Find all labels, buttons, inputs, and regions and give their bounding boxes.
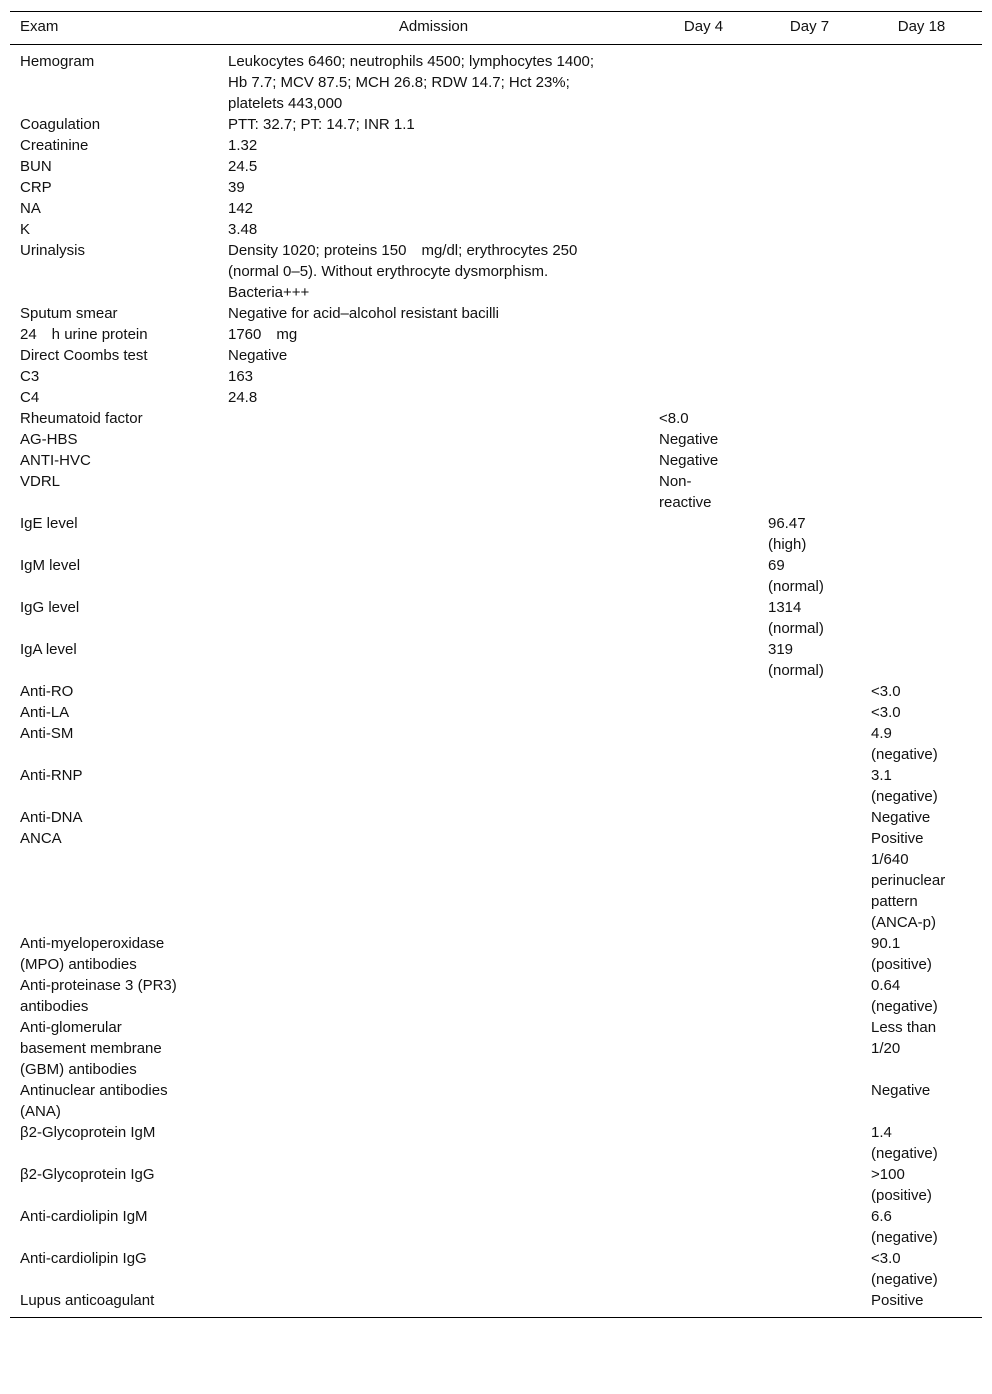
cell-day7 <box>758 303 861 324</box>
cell-day7 <box>758 975 861 1017</box>
cell-day7 <box>758 408 861 429</box>
table-row <box>10 555 982 597</box>
table-row <box>10 345 982 366</box>
cell-exam: CRP <box>20 179 52 196</box>
cell-exam: Anti-cardiolipin IgM <box>20 1208 148 1225</box>
cell-exam: Anti-LA <box>20 704 70 721</box>
cell-exam: IgG level <box>20 599 80 616</box>
cell-day18: 6.6 (negative) <box>871 1208 938 1246</box>
cell-day7 <box>758 387 861 408</box>
cell-day18 <box>861 471 982 513</box>
table-row <box>10 1164 982 1206</box>
cell-day18: Negative <box>871 809 931 826</box>
cell-day18 <box>861 513 982 555</box>
cell-exam: 24 h urine protein <box>20 326 148 343</box>
table-row <box>10 450 982 471</box>
table-row <box>10 198 982 219</box>
cell-day4 <box>649 135 758 156</box>
cell-day18 <box>861 219 982 240</box>
cell-day18: 3.1 (negative) <box>871 767 938 805</box>
cell-day4 <box>649 303 758 324</box>
cell-exam: Coagulation <box>20 116 101 133</box>
cell-day4 <box>649 513 758 555</box>
cell-day7 <box>758 135 861 156</box>
cell-admission: 1760 mg <box>228 326 298 343</box>
cell-exam: ANCA <box>20 830 62 847</box>
cell-day18: <3.0 <box>871 683 901 700</box>
cell-exam: C3 <box>20 368 40 385</box>
cell-day18 <box>861 366 982 387</box>
cell-day7: 69 (normal) <box>768 557 824 595</box>
cell-admission <box>218 408 649 429</box>
lab-results-table-container <box>10 11 982 1318</box>
cell-admission <box>218 471 649 513</box>
cell-day18 <box>861 450 982 471</box>
cell-admission: 24.8 <box>228 389 258 406</box>
cell-admission <box>218 975 649 1017</box>
cell-day18: <3.0 <box>871 704 901 721</box>
cell-day7 <box>758 450 861 471</box>
cell-exam: C4 <box>20 389 40 406</box>
cell-admission: 3.48 <box>228 221 258 238</box>
cell-admission: 24.5 <box>228 158 258 175</box>
cell-admission: 142 <box>228 200 254 217</box>
cell-admission <box>218 828 649 933</box>
cell-day18 <box>861 429 982 450</box>
cell-admission: Negative for acid–alcohol resistant bacilli <box>228 305 499 322</box>
cell-day18 <box>861 639 982 681</box>
cell-day4 <box>649 597 758 639</box>
cell-exam: AG-HBS <box>20 431 78 448</box>
cell-admission: 163 <box>228 368 254 385</box>
cell-day4 <box>649 807 758 828</box>
table-row <box>10 597 982 639</box>
cell-day4 <box>649 177 758 198</box>
table-row <box>10 387 982 408</box>
cell-admission <box>218 450 649 471</box>
cell-day4 <box>649 219 758 240</box>
table-row <box>10 324 982 345</box>
cell-day18 <box>861 387 982 408</box>
table-row <box>10 1017 982 1080</box>
cell-exam: Sputum smear <box>20 305 118 322</box>
cell-exam: Anti-proteinase 3 (PR3) antibodies <box>20 977 177 1015</box>
cell-day7 <box>758 933 861 975</box>
table-row <box>10 240 982 303</box>
cell-day4 <box>649 1248 758 1290</box>
cell-admission <box>218 1290 649 1318</box>
cell-day7 <box>758 198 861 219</box>
header-exam: Exam <box>20 18 59 35</box>
table-body <box>10 45 982 1318</box>
cell-exam: Anti-RO <box>20 683 74 700</box>
table-row <box>10 366 982 387</box>
cell-day18 <box>861 345 982 366</box>
cell-day4 <box>649 933 758 975</box>
cell-exam: IgM level <box>20 557 81 574</box>
cell-admission: 1.32 <box>228 137 258 154</box>
cell-day4 <box>649 1080 758 1122</box>
cell-day4 <box>649 366 758 387</box>
cell-day4 <box>649 156 758 177</box>
table-row <box>10 1206 982 1248</box>
cell-day4 <box>649 828 758 933</box>
table-row <box>10 177 982 198</box>
cell-day4 <box>649 198 758 219</box>
cell-day7 <box>758 807 861 828</box>
cell-admission <box>218 1164 649 1206</box>
cell-day4: Non- reactive <box>659 473 712 511</box>
table-row <box>10 219 982 240</box>
header-day4: Day 4 <box>683 18 724 35</box>
cell-exam: BUN <box>20 158 52 175</box>
cell-day4 <box>649 324 758 345</box>
cell-day4: <8.0 <box>659 410 689 427</box>
table-row <box>10 471 982 513</box>
cell-day18: Positive 1/640 perinuclear pattern (ANCA-p) <box>871 830 946 931</box>
cell-day18: <3.0 (negative) <box>871 1250 938 1288</box>
cell-day4 <box>649 702 758 723</box>
cell-day7 <box>758 366 861 387</box>
cell-day4 <box>649 345 758 366</box>
cell-day18: 0.64 (negative) <box>871 977 938 1015</box>
header-admission: Admission <box>398 18 469 35</box>
cell-exam: β2-Glycoprotein IgM <box>20 1124 156 1141</box>
cell-day7 <box>758 723 861 765</box>
cell-day7 <box>758 156 861 177</box>
cell-day7: 96.47 (high) <box>768 515 807 553</box>
cell-day18 <box>861 177 982 198</box>
cell-day7 <box>758 114 861 135</box>
cell-day7 <box>758 177 861 198</box>
cell-day18: Less than 1/20 <box>871 1019 937 1057</box>
cell-day18 <box>861 240 982 303</box>
cell-day4 <box>649 975 758 1017</box>
table-row <box>10 429 982 450</box>
cell-day4 <box>649 1122 758 1164</box>
cell-exam: IgE level <box>20 515 78 532</box>
cell-admission: Negative <box>228 347 288 364</box>
table-row <box>10 1122 982 1164</box>
lab-results-table <box>10 11 982 1318</box>
cell-day7 <box>758 1080 861 1122</box>
cell-day4: Negative <box>659 452 719 469</box>
cell-exam: VDRL <box>20 473 61 490</box>
cell-admission: Leukocytes 6460; neutrophils 4500; lymphocytes 1400; Hb 7.7; MCV 87.5; MCH 26.8; RDW 14.7; Hct 23%; platelets 443,000 <box>228 53 595 112</box>
cell-admission <box>218 639 649 681</box>
cell-day7 <box>758 1017 861 1080</box>
cell-admission <box>218 555 649 597</box>
header-day7: Day 7 <box>789 18 830 35</box>
table-row <box>10 975 982 1017</box>
table-row <box>10 1248 982 1290</box>
cell-admission <box>218 681 649 702</box>
table-row <box>10 807 982 828</box>
cell-day4 <box>649 45 758 115</box>
cell-admission <box>218 1122 649 1164</box>
cell-day7 <box>758 765 861 807</box>
table-row <box>10 1290 982 1318</box>
table-row <box>10 303 982 324</box>
table-row <box>10 156 982 177</box>
cell-exam: β2-Glycoprotein IgG <box>20 1166 155 1183</box>
cell-day4 <box>649 387 758 408</box>
cell-admission <box>218 807 649 828</box>
cell-day4 <box>649 1206 758 1248</box>
cell-admission <box>218 933 649 975</box>
cell-day4 <box>649 1164 758 1206</box>
table-row <box>10 513 982 555</box>
cell-exam: K <box>20 221 31 238</box>
cell-admission <box>218 765 649 807</box>
table-row <box>10 639 982 681</box>
cell-exam: Lupus anticoagulant <box>20 1292 155 1309</box>
table-row <box>10 828 982 933</box>
cell-day4 <box>649 114 758 135</box>
cell-day18: Positive <box>871 1292 924 1309</box>
cell-day4 <box>649 1290 758 1318</box>
cell-day4 <box>649 765 758 807</box>
cell-day7 <box>758 1248 861 1290</box>
cell-day7 <box>758 345 861 366</box>
cell-day4 <box>649 681 758 702</box>
table-row <box>10 723 982 765</box>
cell-day18 <box>861 555 982 597</box>
table-row <box>10 114 982 135</box>
cell-admission <box>218 723 649 765</box>
cell-day18 <box>861 303 982 324</box>
cell-day18: 4.9 (negative) <box>871 725 938 763</box>
cell-exam: Urinalysis <box>20 242 86 259</box>
table-row <box>10 408 982 429</box>
cell-day4 <box>649 1017 758 1080</box>
cell-day7 <box>758 681 861 702</box>
cell-exam: Direct Coombs test <box>20 347 148 364</box>
cell-admission: Density 1020; proteins 150 mg/dl; erythrocytes 250 (normal 0–5). Without erythrocyte dysmorphism. Bacteria+++ <box>228 242 578 301</box>
cell-day18: 90.1 (positive) <box>871 935 932 973</box>
cell-admission <box>218 1080 649 1122</box>
header-day18: Day 18 <box>897 18 946 35</box>
cell-day7 <box>758 219 861 240</box>
cell-day4 <box>649 240 758 303</box>
cell-exam: Anti-RNP <box>20 767 83 784</box>
cell-admission <box>218 702 649 723</box>
cell-day18 <box>861 408 982 429</box>
cell-day7 <box>758 471 861 513</box>
cell-day7 <box>758 1290 861 1318</box>
table-row <box>10 1080 982 1122</box>
table-row <box>10 765 982 807</box>
table-header <box>10 12 982 45</box>
cell-day4 <box>649 639 758 681</box>
cell-day18 <box>861 135 982 156</box>
cell-exam: Anti-glomerular basement membrane (GBM) antibodies <box>20 1019 162 1078</box>
cell-day7 <box>758 429 861 450</box>
cell-day4: Negative <box>659 431 719 448</box>
cell-day18: >100 (positive) <box>871 1166 932 1204</box>
cell-admission <box>218 1017 649 1080</box>
cell-day18: 1.4 (negative) <box>871 1124 938 1162</box>
cell-day7 <box>758 1206 861 1248</box>
table-row <box>10 135 982 156</box>
cell-exam: Rheumatoid factor <box>20 410 143 427</box>
table-row <box>10 702 982 723</box>
cell-exam: Hemogram <box>20 53 95 70</box>
cell-admission: 39 <box>228 179 245 196</box>
cell-exam: Anti-DNA <box>20 809 83 826</box>
cell-day18 <box>861 114 982 135</box>
cell-day7 <box>758 702 861 723</box>
cell-admission <box>218 429 649 450</box>
cell-day18 <box>861 324 982 345</box>
cell-day7 <box>758 828 861 933</box>
cell-day18 <box>861 198 982 219</box>
cell-exam: Anti-cardiolipin IgG <box>20 1250 147 1267</box>
cell-exam: Anti-myeloperoxidase (MPO) antibodies <box>20 935 165 973</box>
table-row <box>10 681 982 702</box>
cell-admission <box>218 597 649 639</box>
cell-day18 <box>861 597 982 639</box>
header-row <box>10 12 982 45</box>
cell-exam: Creatinine <box>20 137 89 154</box>
table-row <box>10 45 982 115</box>
cell-exam: NA <box>20 200 41 217</box>
cell-day18: Negative <box>871 1082 931 1099</box>
cell-day7 <box>758 324 861 345</box>
cell-day7 <box>758 1164 861 1206</box>
cell-exam: ANTI-HVC <box>20 452 91 469</box>
cell-admission <box>218 1206 649 1248</box>
cell-day4 <box>649 555 758 597</box>
cell-admission: PTT: 32.7; PT: 14.7; INR 1.1 <box>228 116 415 133</box>
table-row <box>10 933 982 975</box>
cell-exam: Antinuclear antibodies (ANA) <box>20 1082 168 1120</box>
cell-exam: Anti-SM <box>20 725 74 742</box>
cell-exam: IgA level <box>20 641 77 658</box>
cell-day7: 1314 (normal) <box>768 599 824 637</box>
cell-day18 <box>861 45 982 115</box>
cell-day7 <box>758 1122 861 1164</box>
cell-day7: 319 (normal) <box>768 641 824 679</box>
cell-day7 <box>758 45 861 115</box>
cell-day18 <box>861 156 982 177</box>
cell-day7 <box>758 240 861 303</box>
cell-admission <box>218 1248 649 1290</box>
cell-admission <box>218 513 649 555</box>
cell-day4 <box>649 723 758 765</box>
